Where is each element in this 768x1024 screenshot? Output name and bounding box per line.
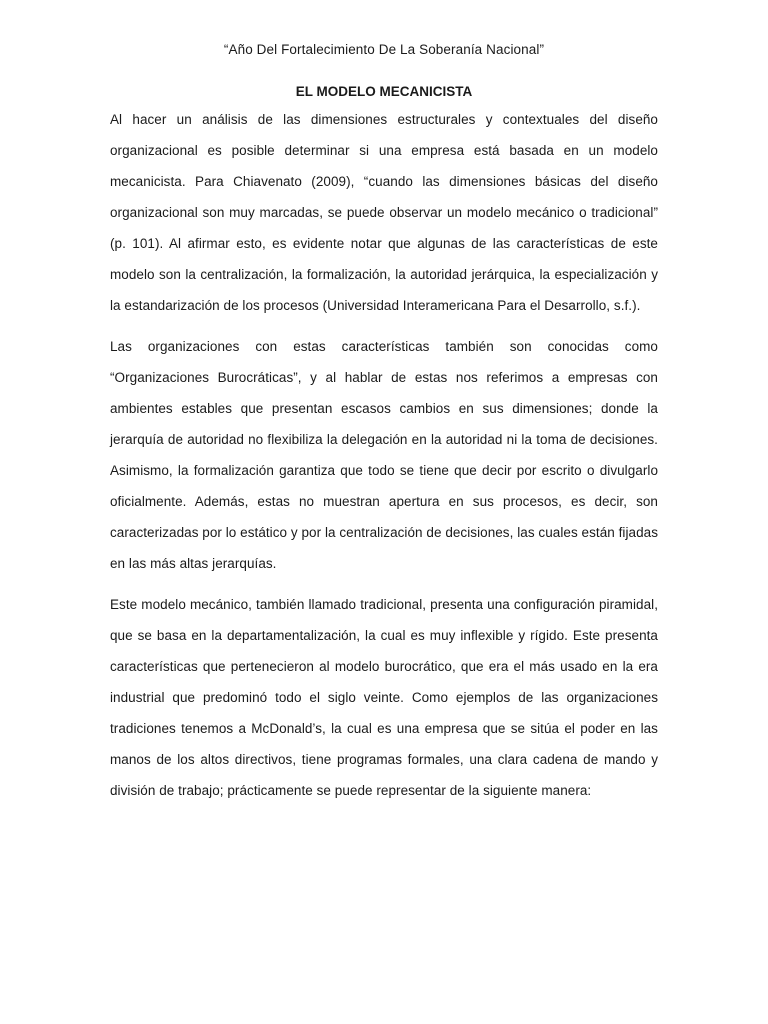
paragraph-3: Este modelo mecánico, también llamado tradicional, presenta una configuración piramidal, que se basa en la departamentalización, la cual es muy inflexible y rígido. Este presenta características que pertenecieron al modelo burocrático, que era el más usado en la era industrial que predominó todo el siglo veinte. Como ejemplos de las organizaciones tradiciones tenemos a McDonald’s, la cual es una empresa que se sitúa el poder en las manos de los altos directivos, tiene programas formales, una clara cadena de mando y división de trabajo; prácticamente se puede representar de la siguiente manera:: [110, 597, 658, 798]
document-title: EL MODELO MECANICISTA: [295, 84, 473, 99]
paragraph-2: Las organizaciones con estas características también son conocidas como “Organizaciones Burocráticas”, y al hablar de estas nos referimos a empresas con ambientes estables que presentan escasos cambios en sus dimensiones; donde la jerarquía de autoridad no flexibiliza la delegación en la autoridad ni la toma de decisiones. Asimismo, la formalización garantiza que todo se tiene que decir por escrito o divulgarlo oficialmente. Además, estas no muestran apertura en sus procesos, es decir, son caracterizadas por lo estático y por la centralización de decisiones, las cuales están fijadas en las más altas jerarquías.: [110, 339, 658, 571]
paragraph-1: Al hacer un análisis de las dimensiones estructurales y contextuales del diseño organizacional es posible determinar si una empresa está basada en un modelo mecanicista. Para Chiavenato (2009), “cuando las dimensiones básicas del diseño organizacional son muy marcadas, se puede observar un modelo mecánico o tradicional” (p. 101). Al afirmar esto, es evidente notar que algunas de las características de este modelo son la centralización, la formalización, la autoridad jerárquica, la especialización y la estandarización de los procesos (Universidad Interamericana Para el Desarrollo, s.f.).: [110, 112, 658, 313]
header-motto: “Año Del Fortalecimiento De La Soberanía Nacional”: [223, 42, 545, 57]
document-page: [110, 40, 658, 816]
